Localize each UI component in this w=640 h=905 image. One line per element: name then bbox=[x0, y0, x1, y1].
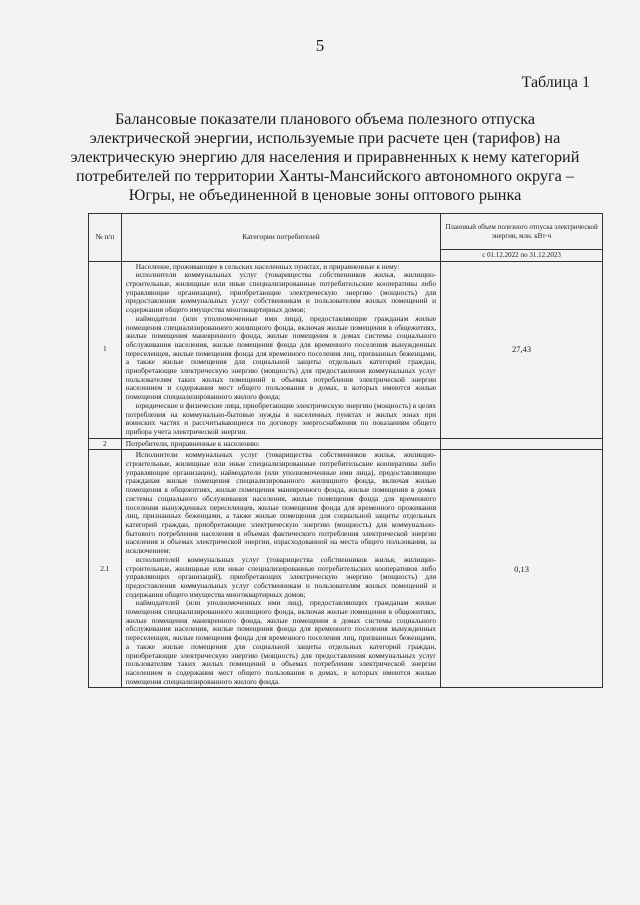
row-category bbox=[121, 450, 440, 688]
header-num: № п/п bbox=[89, 214, 122, 262]
category-paragraph: исполнители коммунальных услуг (товарищества собственников жилья, жилищно-строительные, жилищные или иные специализированные потребительские кооперативы либо управляющие организации), приобретающие электрическую энергию (мощность) для предоставления коммунальных услуг собственникам и пользователям жилых помещений и содержания общего имущества многоквартирных домов; bbox=[125, 270, 437, 315]
row-number: 2 bbox=[89, 438, 122, 450]
header-category: Категории потребителей bbox=[121, 214, 440, 262]
row-number: 1 bbox=[89, 261, 122, 438]
header-volume: Плановый объем полезного отпуска электрической энергии, млн. кВт·ч bbox=[441, 214, 603, 250]
category-paragraph: исполнителей коммунальных услуг (товарищества собственников жилья, жилищно-строительные, жилищные или иные специализированные потребительских кооперативов либо управляющих организаций), приобретающих электрическую энергию (мощность) для предоставления коммунальных услуг собственникам и пользователям жилых помещений и содержания общего имущества многоквартирных домов; bbox=[125, 554, 437, 599]
row-value: 27,43 bbox=[441, 261, 603, 438]
category-paragraph: наймодателей (или уполномоченных ими лиц), предоставляющих гражданам жилые помещения специализированного жилищного фонда, включая жилые помещения в общежитиях, жилые помещения маневренного фонда, жилые помещения в домах системы социального обслуживания населения, жилые помещения фонда для временного поселения вынужденных переселенцев, жилые помещения фонда для временного поселения лиц, признанных беженцами, а также жилые помещения для социальной защиты отдельных категорий граждан, приобретающие электрическую энергию (мощность) для предоставления коммунальных услуг пользователям таких жилых помещений в объемах потребления электрической энергии населением и содержания мест общего пользования в домах, в которых имеются жилые помещения специализированного жилого фонда. bbox=[125, 598, 437, 686]
balance-table bbox=[88, 213, 603, 688]
row-number: 2.1 bbox=[89, 450, 122, 688]
row-value bbox=[441, 438, 603, 450]
header-period: с 01.12.2022 по 31.12.2023 bbox=[441, 250, 603, 262]
table-label: Таблица 1 bbox=[521, 74, 590, 91]
category-paragraph: Население, проживающее в сельских населенных пунктах, и приравненные к нему: bbox=[135, 261, 400, 271]
category-paragraph: Исполнители коммунальных услуг (товарищества собственников жилья, жилищно-строительные, жилищные или иные специализированные потребительские кооперативы либо управляющие организации), наймодатели (или уполномоченные ими лица), предоставляющие гражданам жилые помещения специализированного жилищного фонда, включая жилые помещения в общежитиях, жилые помещения маневренного фонда, жилые помещения в домах системы социального обслуживания населения, жилые помещения фонда для временного поселения вынужденных переселенцев, жилые помещения фонда для временного проживания лиц, признанных беженцами, а также жилые помещения для социальной защиты отдельных категорий граждан, приобретающие электрическую энергию (мощность) для коммунально-бытового потребления населения в объемах фактического потребления электрической энергии населения и объемах электрической энергии, израсходованной на места общего пользования, за исключением: bbox=[125, 450, 437, 556]
page-number: 5 bbox=[315, 36, 325, 55]
table-row bbox=[89, 450, 603, 688]
category-paragraph: наймодатели (или уполномоченные ими лица), предоставляющие гражданам жилые помещения специализированного жилищного фонда, включая жилые помещения в общежитиях, жилые помещения маневренного фонда, жилые помещения в домах системы социального обслуживания населения, жилые помещения фонда для временного поселения вынужденных переселенцев, жилые помещения фонда для временного поселения лиц, признанных беженцами, а также жилые помещения для социальной защиты отдельных категорий граждан, приобретающие электрическую энергию (мощность) для предоставления коммунальных услуг пользователям таких жилых помещений в объемах потребления электрической энергии населением и содержания мест общего пользования в домах, в которых имеются жилые помещения специализированного жилого фонда; bbox=[125, 313, 437, 402]
row-category bbox=[121, 438, 440, 450]
row-value: 0,13 bbox=[441, 450, 603, 688]
document-title: Балансовые показатели планового объема полезного отпуска электрической энергии, используемые при расчете цен (тарифов) на электрическую энергию для населения и приравненных к нему категорий потребителей по территории Ханты-Мансийского автономного округа – Югры, не объединенной в ценовые зоны оптового рынка bbox=[70, 110, 580, 204]
table-row bbox=[89, 261, 603, 438]
row-category bbox=[121, 261, 440, 438]
category-paragraph: юридические и физические лица, приобретающие электрическую энергию (мощность) в целях потребления на коммунально-бытовые нужды в населенных пунктах и жилых зонах при воинских частях и рассчитывающиеся по договору энергоснабжения по показаниям общего прибора учета электрической энергии. bbox=[125, 400, 437, 436]
table-row bbox=[89, 438, 603, 450]
category-paragraph: Потребители, приравненные к населению: bbox=[125, 438, 260, 448]
